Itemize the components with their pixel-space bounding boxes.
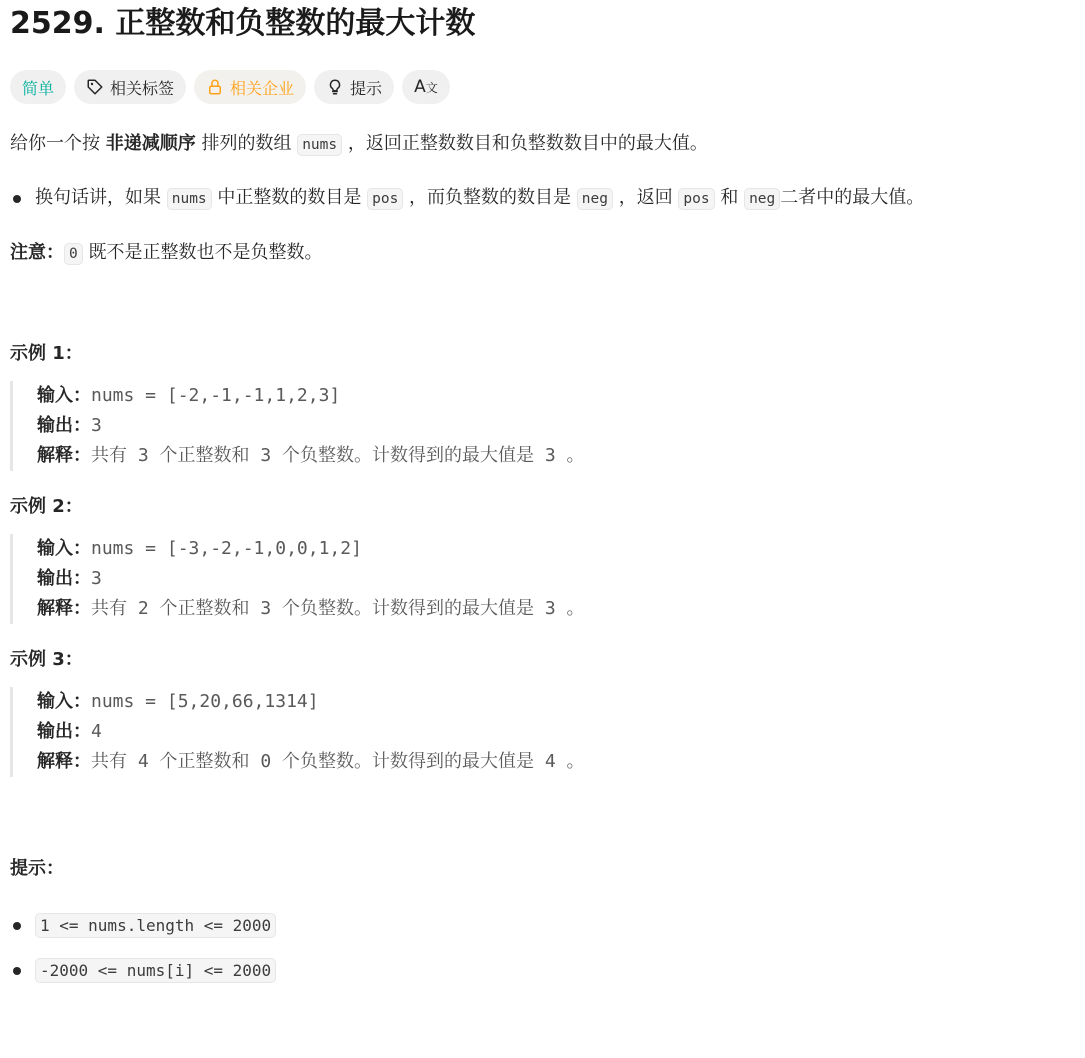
- tag-icon: [86, 78, 104, 96]
- constraint-code: 1 <= nums.length <= 2000: [35, 913, 276, 938]
- bullet-icon: [13, 967, 21, 975]
- example-block: 输入：nums = [-2,-1,-1,1,2,3] 输出：3 解释：共有 3 个正整数和 3 个负整数。计数得到的最大值是 3 。: [10, 381, 1080, 471]
- problem-title: 2529. 正整数和负整数的最大计数: [10, 6, 476, 41]
- example-block: 输入：nums = [-3,-2,-1,0,0,1,2] 输出：3 解释：共有 2 个正整数和 3 个负整数。计数得到的最大值是 3 。: [10, 534, 1080, 624]
- example-explanation: 共有 4 个正整数和 0 个负整数。计数得到的最大值是 4 。: [91, 751, 585, 772]
- list-item: [10, 913, 1080, 938]
- problem-description: [10, 0, 1080, 983]
- example-title: 示例 1：: [10, 343, 83, 364]
- lock-icon: [206, 78, 224, 96]
- list-item: [10, 958, 1080, 983]
- bullet-icon: [13, 195, 21, 203]
- example-2: [10, 493, 1080, 624]
- example-title: 示例 2：: [10, 496, 83, 517]
- lightbulb-icon: [326, 78, 344, 96]
- example-input: nums = [-2,-1,-1,1,2,3]: [91, 385, 341, 406]
- example-title: 示例 3：: [10, 649, 83, 670]
- difficulty-label: 简单: [22, 78, 55, 98]
- example-explanation: 共有 2 个正整数和 3 个负整数。计数得到的最大值是 3 。: [91, 598, 585, 619]
- constraints-title: 提示：: [10, 858, 64, 879]
- description-paragraph: 给你一个按 非递减顺序 排列的数组 nums ，返回正整数数目和负整数数目中的最大值。: [10, 133, 708, 154]
- example-input: nums = [5,20,66,1314]: [91, 691, 319, 712]
- example-explanation: 共有 3 个正整数和 3 个负整数。计数得到的最大值是 3 。: [91, 445, 585, 466]
- example-output: 3: [91, 568, 102, 589]
- companies-label: 相关企业: [230, 78, 295, 98]
- tags-label: 相关标签: [110, 78, 175, 98]
- example-output: 3: [91, 415, 102, 436]
- translate-icon: A文: [414, 77, 438, 97]
- translate-button[interactable]: [402, 70, 450, 104]
- note-paragraph: 注意： 0 既不是正整数也不是负整数。: [10, 242, 323, 263]
- list-item: 换句话讲，如果 nums 中正整数的数目是 pos ，而负整数的数目是 neg ，返回 pos 和 neg 二者中的最大值。: [10, 184, 1080, 213]
- bullet-icon: [13, 922, 21, 930]
- example-output: 4: [91, 721, 102, 742]
- companies-button[interactable]: [194, 70, 306, 104]
- hint-button[interactable]: [314, 70, 394, 104]
- constraint-code: -2000 <= nums[i] <= 2000: [35, 958, 276, 983]
- constraints-section: [10, 855, 1080, 983]
- hint-label: 提示: [350, 78, 383, 98]
- inline-code: nums: [297, 134, 342, 156]
- example-block: 输入：nums = [5,20,66,1314] 输出：4 解释：共有 4 个正整数和 0 个负整数。计数得到的最大值是 4 。: [10, 687, 1080, 777]
- tags-button[interactable]: [74, 70, 186, 104]
- difficulty-badge: [10, 70, 66, 104]
- example-input: nums = [-3,-2,-1,0,0,1,2]: [91, 538, 362, 559]
- example-1: [10, 340, 1080, 471]
- chip-row: [10, 70, 1080, 104]
- example-3: [10, 646, 1080, 777]
